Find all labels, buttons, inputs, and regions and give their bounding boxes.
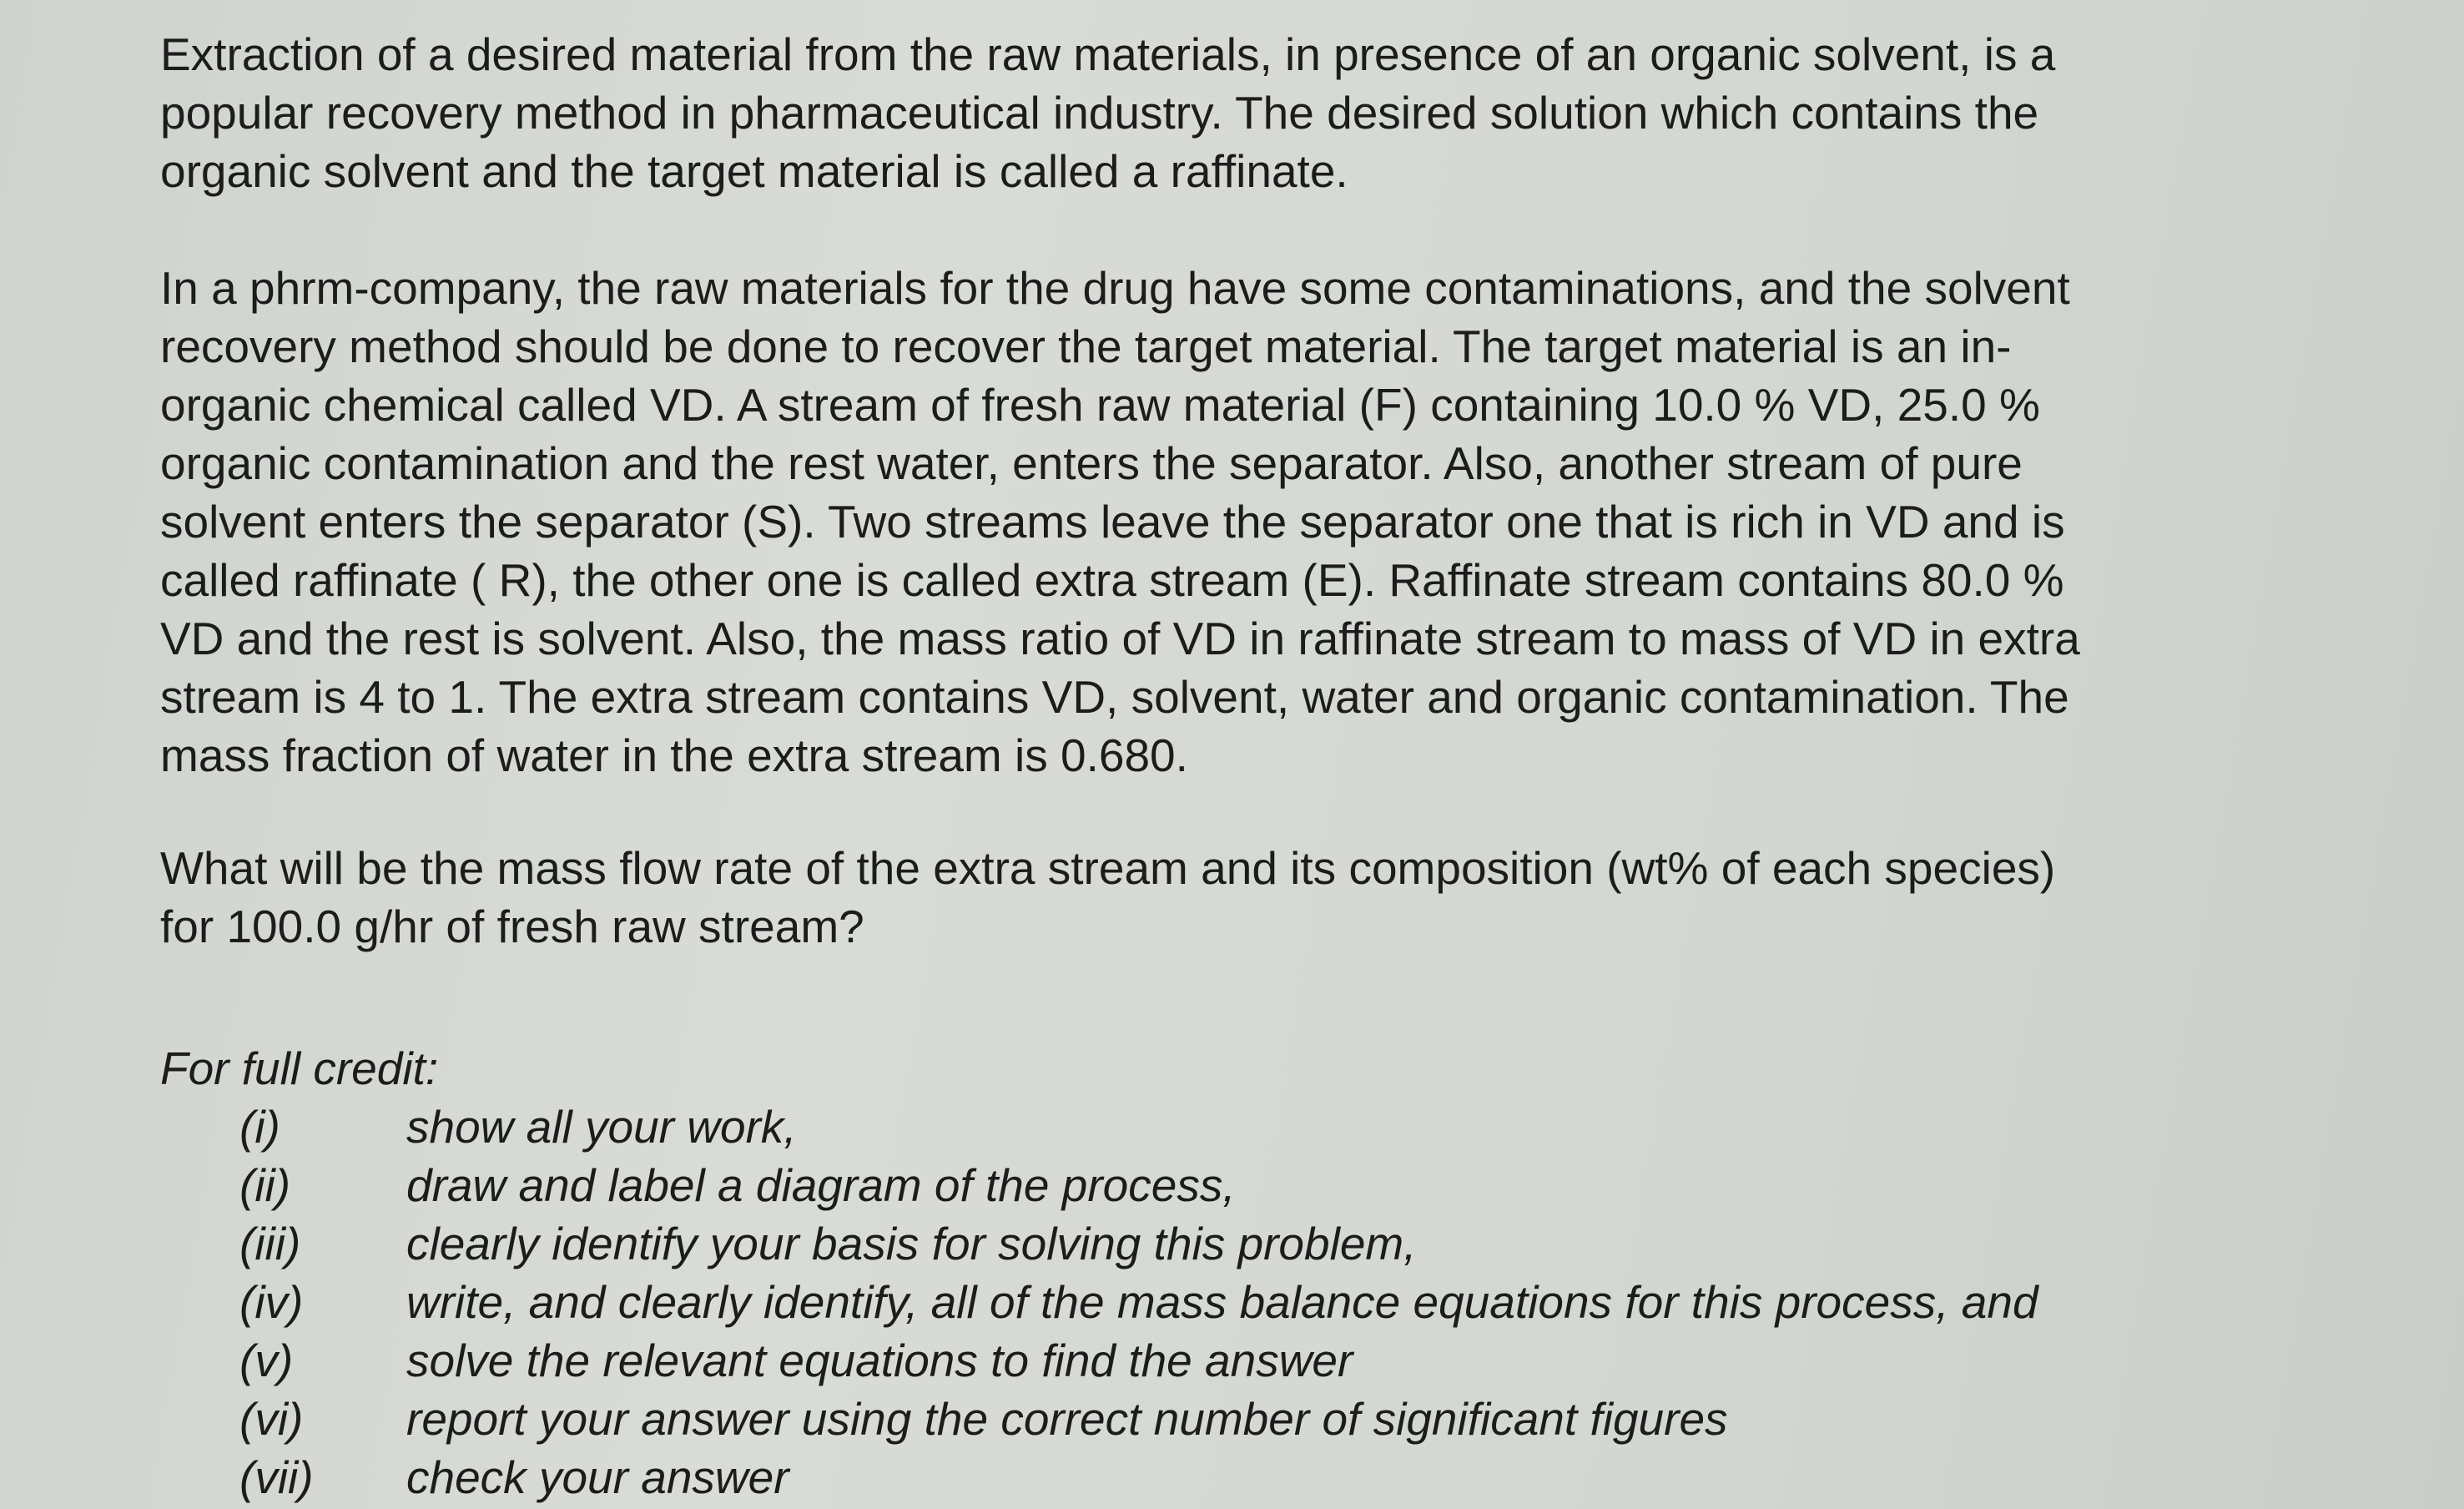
text-line: VD and the rest is solvent. Also, the mass ratio of VD in raffinate stream to mass of VD in extra bbox=[160, 613, 2080, 664]
list-item-text: report your answer using the correct number of significant figures bbox=[406, 1393, 1728, 1445]
list-item-text: clearly identify your basis for solving this problem, bbox=[406, 1218, 1417, 1269]
list-item bbox=[239, 1098, 2038, 1156]
list-item-number: (v) bbox=[239, 1335, 294, 1386]
problem-statement-paragraph bbox=[160, 259, 2080, 785]
intro-paragraph bbox=[160, 25, 2055, 200]
list-item bbox=[239, 1214, 2038, 1273]
text-line: mass fraction of water in the extra stream is 0.680. bbox=[160, 729, 1188, 781]
text-line: organic chemical called VD. A stream of fresh raw material (F) containing 10.0 % VD, 25.0 % bbox=[160, 379, 2040, 431]
list-item bbox=[239, 1390, 2038, 1448]
text-line: In a phrm-company, the raw materials for the drug have some contaminations, and the solvent bbox=[160, 262, 2070, 314]
list-item-text: write, and clearly identify, all of the mass balance equations for this process, and bbox=[406, 1276, 2038, 1328]
list-item bbox=[239, 1273, 2038, 1331]
text-line: organic contamination and the rest water, enters the separator. Also, another stream of pure bbox=[160, 437, 2023, 489]
text-line: called raffinate ( R), the other one is called extra stream (E). Raffinate stream contains 80.0 % bbox=[160, 554, 2064, 606]
list-item-number: (iii) bbox=[239, 1218, 301, 1269]
list-item-number: (vii) bbox=[239, 1451, 314, 1503]
credit-list bbox=[239, 1098, 2038, 1506]
question-paragraph bbox=[160, 839, 2055, 956]
text-line: Extraction of a desired material from the raw materials, in presence of an organic solvent, is a bbox=[160, 28, 2056, 80]
list-item-number: (vi) bbox=[239, 1393, 304, 1445]
list-item bbox=[239, 1156, 2038, 1214]
credit-heading: For full credit: bbox=[160, 1042, 439, 1094]
text-line: for 100.0 g/hr of fresh raw stream? bbox=[160, 901, 864, 952]
text-line: organic solvent and the target material is called a raffinate. bbox=[160, 145, 1348, 197]
list-item-text: show all your work, bbox=[406, 1101, 797, 1153]
list-item-number: (iv) bbox=[239, 1276, 304, 1328]
list-item-text: draw and label a diagram of the process, bbox=[406, 1159, 1236, 1211]
list-item-number: (i) bbox=[239, 1101, 280, 1153]
text-line: stream is 4 to 1. The extra stream contains VD, solvent, water and organic contamination. The bbox=[160, 671, 2069, 723]
list-item-text: solve the relevant equations to find the answer bbox=[406, 1335, 1353, 1386]
list-item-number: (ii) bbox=[239, 1159, 291, 1211]
text-line: solvent enters the separator (S). Two streams leave the separator one that is rich in VD and is bbox=[160, 496, 2065, 548]
list-item bbox=[239, 1331, 2038, 1390]
text-line: What will be the mass flow rate of the extra stream and its composition (wt% of each species) bbox=[160, 842, 2056, 894]
text-line: recovery method should be done to recover the target material. The target material is an in- bbox=[160, 320, 2012, 372]
text-line: popular recovery method in pharmaceutical industry. The desired solution which contains the bbox=[160, 87, 2039, 139]
list-item bbox=[239, 1448, 2038, 1506]
list-item-text: check your answer bbox=[406, 1451, 789, 1503]
